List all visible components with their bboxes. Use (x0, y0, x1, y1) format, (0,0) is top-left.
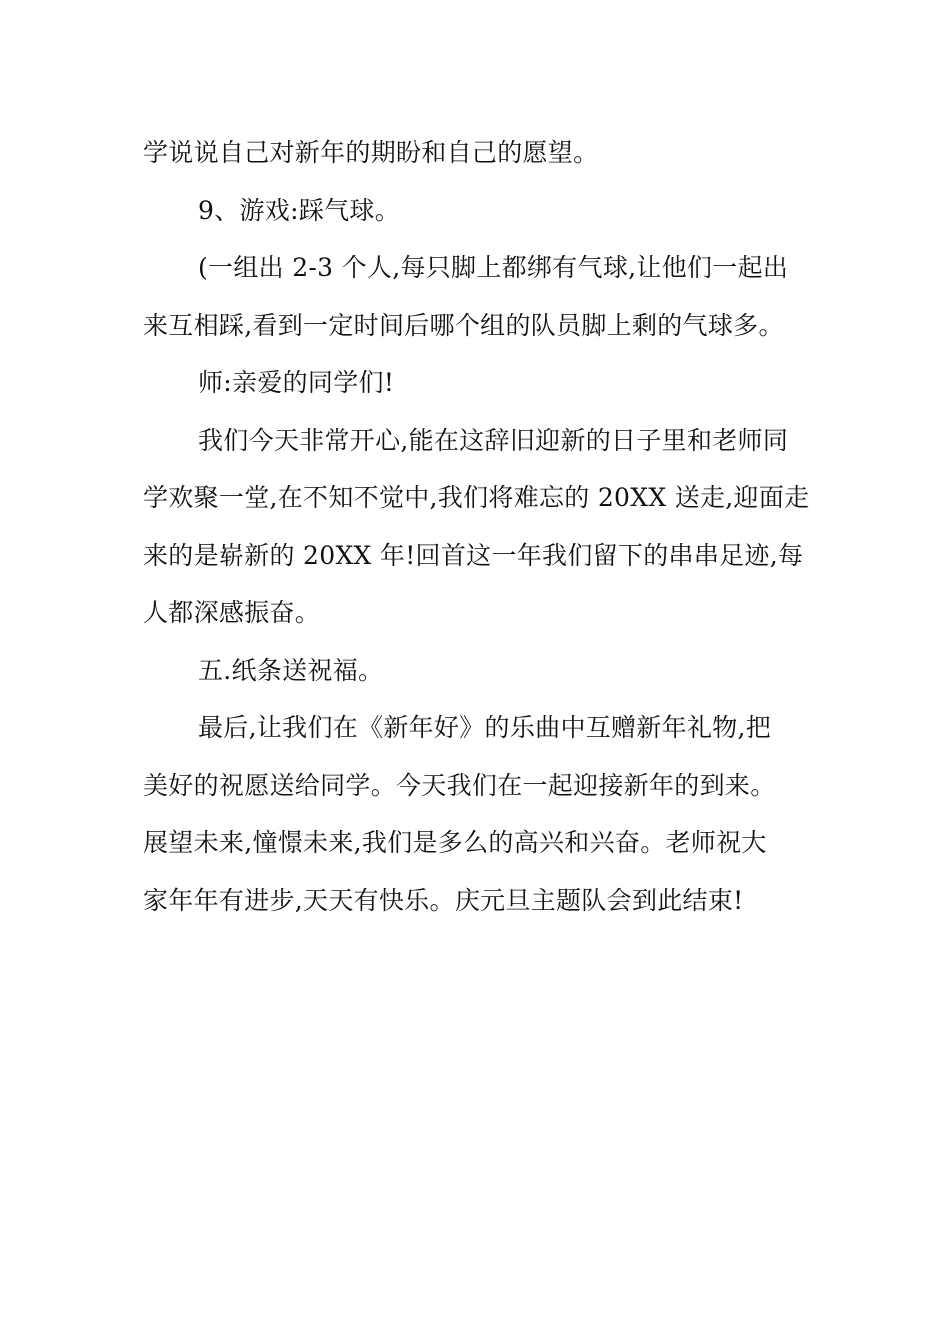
body-text (143, 124, 808, 929)
text-line: 人都深感振奋。 (143, 598, 321, 627)
text-line: 来互相踩,看到一定时间后哪个组的队员脚上剩的气球多。 (143, 310, 784, 340)
text-line: 学欢聚一堂,在不知不觉中,我们将难忘的 20XX 送走,迎面走 (143, 483, 810, 512)
text-line: 9、游戏:踩气球。 (198, 195, 401, 225)
text-line: 来的是崭新的 20XX 年!回首这一年我们留下的串串足迹,每 (143, 540, 804, 570)
paragraph-wishes-end (143, 124, 808, 182)
text-line: 展望未来,憧憬未来,我们是多么的高兴和兴奋。老师祝大 (143, 828, 767, 857)
paragraph-game-rules (143, 239, 808, 354)
paragraph-closing (143, 699, 808, 929)
paragraph-teacher-greeting (143, 354, 808, 412)
paragraph-section-five (143, 642, 808, 700)
paragraph-game-title (143, 182, 808, 240)
text-line: 师:亲爱的同学们! (198, 368, 395, 397)
text-line: 美好的祝愿送给同学。今天我们在一起迎接新年的到来。 (143, 770, 776, 800)
paragraph-teacher-speech (143, 412, 808, 642)
text-line: (一组出 2-3 个人,每只脚上都绑有气球,让他们一起出 (198, 253, 789, 282)
text-line: 家年年有进步,天天有快乐。庆元旦主题队会到此结束! (143, 885, 744, 915)
text-line: 我们今天非常开心,能在这辞旧迎新的日子里和老师同 (198, 425, 789, 455)
text-line: 五.纸条送祝福。 (198, 655, 384, 685)
text-line: 最后,让我们在《新年好》的乐曲中互赠新年礼物,把 (198, 713, 772, 742)
text-line: 学说说自己对新年的期盼和自己的愿望。 (143, 138, 599, 167)
